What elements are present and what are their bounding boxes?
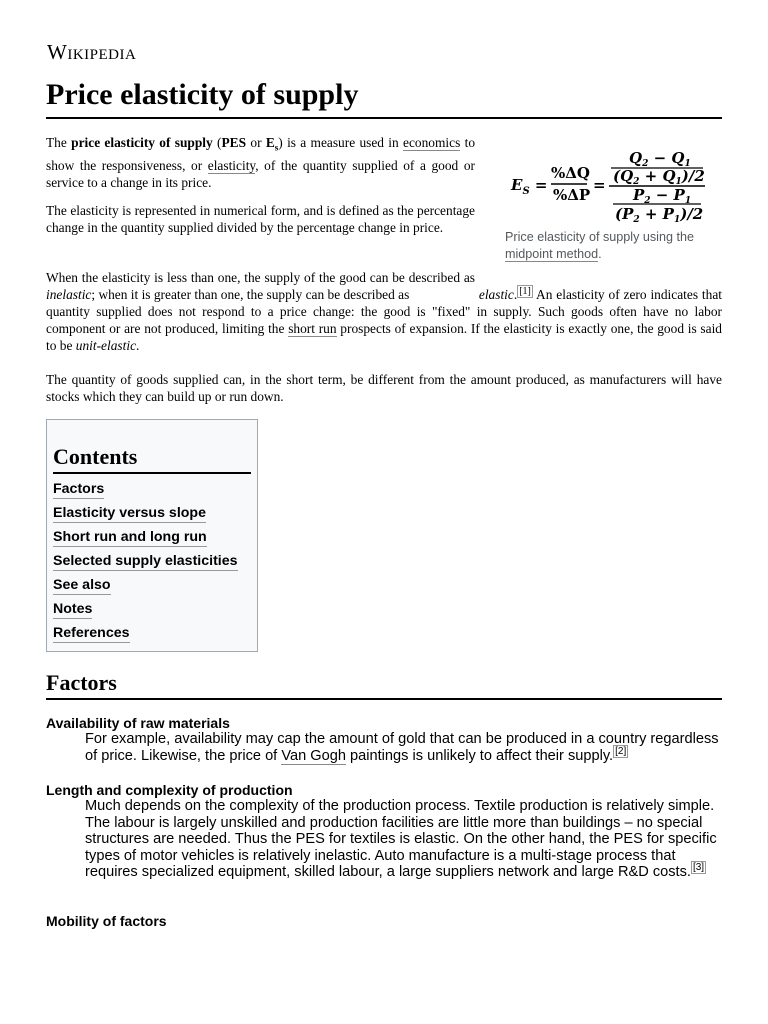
factor-desc-production-complexity: Much depends on the complexity of the production process. Textile production is relatively simple. The labour is largely unskilled and production facilities are little more than buildings – no special structures are needed. Thus the PES for textiles is elastic. On the other hand, the PES for specific types of motor vehicles is relatively inelastic. Auto manufacture is a multi-stage process that requires specialized equipment, skilled labour, a large suppliers network and large R&D costs. [3] <box>85 798 717 880</box>
svg-text:(P2 + P1)/2: $(P_2 + P_1)/2$ <box>615 205 704 225</box>
pes-midpoint-formula <box>505 148 715 226</box>
toc-item-factors[interactable]: Factors <box>53 481 105 497</box>
factor-term-mobility: Mobility of factors <box>46 913 167 929</box>
page-title: Price elasticity of supply <box>46 78 359 111</box>
intro-paragraph-4: The quantity of goods supplied can, in the short term, be different from the amount produced, as manufacturers will have stocks which they can build up or run down. <box>46 372 722 404</box>
link-elasticity[interactable]: elasticity <box>207 157 256 173</box>
intro-paragraph-3: When the elasticity is less than one, the supply of the good can be described as inelastic; when it is greater than one, the supply can be described as elastic. [1] An elasticity of zero indicates that quantity supplied does not respond to a price change: the good is "fixed" in supply. Such goods often have no labor component or are not produced, limiting the short run prospects of expansion. If the elasticity is exactly one, the good is said to be unit-elastic. <box>46 270 722 353</box>
link-van-gogh[interactable]: Van Gogh <box>281 747 346 764</box>
link-midpoint-method[interactable]: midpoint method <box>505 247 599 261</box>
factor-term-raw-materials: Availability of raw materials <box>46 715 230 731</box>
toc-item-selected-supply-elasticities[interactable]: Selected supply elasticities <box>53 553 238 569</box>
formula-image[interactable] <box>505 148 715 231</box>
toc-title: Contents <box>53 444 138 469</box>
section-heading-factors: Factors <box>46 670 117 695</box>
ref-1[interactable]: [1] <box>519 285 531 297</box>
svg-text:Q2 − Q1: $Q_2 - Q_1$ <box>629 149 691 169</box>
ref-2[interactable]: [2] <box>615 745 627 757</box>
title-divider <box>46 117 722 119</box>
svg-text:%ΔP: %ΔP <box>553 186 591 204</box>
link-economics[interactable]: economics <box>403 135 461 150</box>
svg-text:=: = <box>593 176 606 194</box>
factor-term-production-complexity: Length and complexity of production <box>46 782 293 798</box>
table-of-contents <box>46 419 258 652</box>
toc-item-references[interactable]: References <box>53 625 130 641</box>
wikipedia-logo[interactable]: Wikipedia <box>47 40 137 64</box>
toc-item-elasticity-versus-slope[interactable]: Elasticity versus slope <box>53 505 206 521</box>
svg-text:%ΔQ: %ΔQ <box>551 164 590 182</box>
toc-divider <box>53 472 251 474</box>
section-divider <box>46 698 722 700</box>
toc-item-short-run-long-run[interactable]: Short run and long run <box>53 529 207 545</box>
link-short-run[interactable]: short run <box>288 321 337 336</box>
svg-text:ES =: $E_S$ = <box>511 176 548 197</box>
svg-text:P2 − P1: $P_2 - P_1$ <box>633 186 692 206</box>
toc-item-see-also[interactable]: See also <box>53 577 111 593</box>
ref-3[interactable]: [3] <box>692 862 705 874</box>
svg-text:(Q2 + Q1)/2: $(Q_2 + Q_1)/2$ <box>613 167 705 187</box>
toc-item-notes[interactable]: Notes <box>53 601 93 617</box>
factor-desc-raw-materials: For example, availability may cap the amount of gold that can be produced in a country regardless of price. Likewise, the price of Van Gogh paintings is unlikely to affect their supply. [2] <box>85 731 719 764</box>
figure-caption: Price elasticity of supply using the midpoint method. <box>505 230 694 261</box>
intro-paragraph-1: The price elasticity of supply (PES or $E_s$) is a measure used in economics to show the responsiveness, or elasticity, of the quantity supplied of a good or service to a change in its price. <box>46 135 476 190</box>
intro-paragraph-2: The elasticity is represented in numerical form, and is defined as the percentage change in the quantity supplied divided by the percentage change in price. <box>46 203 475 235</box>
